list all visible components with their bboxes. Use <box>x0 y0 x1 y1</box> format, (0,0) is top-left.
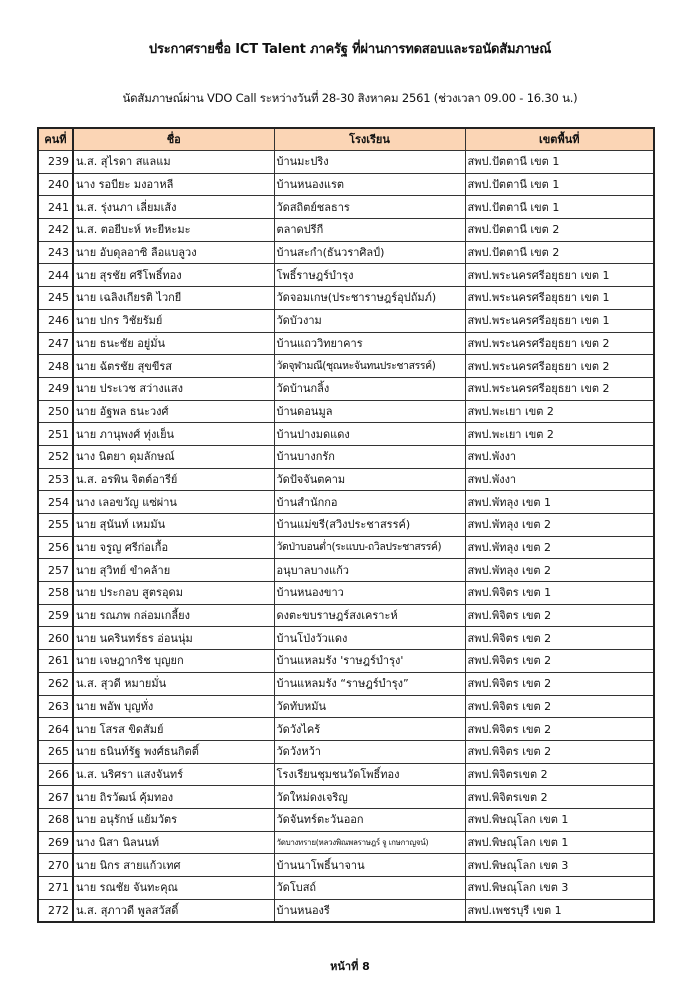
cell-name: นาย นครินทร์ธร อ่อนนุ่ม <box>73 627 274 650</box>
cell-name: นาย อนุรักษ์ แย้มวัตร <box>73 808 274 831</box>
table-row <box>38 831 654 854</box>
cell-num: 241 <box>38 196 73 219</box>
cell-area: สพป.เพชรบุรี เขต 1 <box>465 899 654 922</box>
cell-name: นาย สุนันท์ เหมมัน <box>73 514 274 537</box>
cell-name: นาง นิสา นิลนนท์ <box>73 831 274 854</box>
table-row <box>38 400 654 423</box>
cell-school: วัดบ้านกลิ้ง <box>274 377 465 400</box>
cell-school: บ้านแหลมรัง 'ราษฎร์บำรุง' <box>274 650 465 673</box>
cell-num: 263 <box>38 695 73 718</box>
cell-area: สพป.พังงา <box>465 468 654 491</box>
cell-area: สพป.พิษณุโลก เขต 3 <box>465 877 654 900</box>
table-row <box>38 445 654 468</box>
cell-area: สพป.พิจิตรเขต 2 <box>465 763 654 786</box>
cell-school: โพธิ์ราษฎร์บำรุง <box>274 264 465 287</box>
table-row <box>38 151 654 174</box>
cell-area: สพป.พระนครศรีอยุธยา เขต 1 <box>465 287 654 310</box>
cell-num: 271 <box>38 877 73 900</box>
cell-name: น.ส. รุ่งนภา เลี่ยมเส้ง <box>73 196 274 219</box>
cell-num: 243 <box>38 241 73 264</box>
document-subtitle: นัดสัมภาษณ์ผ่าน VDO Call ระหว่างวันที่ 28-30 สิงหาคม 2561 (ช่วงเวลา 09.00 - 16.30 น.) <box>122 91 578 105</box>
table-row <box>38 786 654 809</box>
cell-area: สพป.พิจิตร เขต 2 <box>465 718 654 741</box>
header-num: คนที่ <box>38 128 73 151</box>
cell-name: นาย ฉัตรชัย สุขขีรส <box>73 355 274 378</box>
cell-area: สพป.พระนครศรีอยุธยา เขต 1 <box>465 264 654 287</box>
cell-num: 239 <box>38 151 73 174</box>
table-row <box>38 559 654 582</box>
cell-num: 257 <box>38 559 73 582</box>
cell-school: วัดสถิตย์ชลธาร <box>274 196 465 219</box>
cell-name: นาง นิตยา ดุมลักษณ์ <box>73 445 274 468</box>
table-row <box>38 582 654 605</box>
cell-area: สพป.พัทลุง เขต 2 <box>465 514 654 537</box>
document-title: ประกาศรายชื่อ ICT Talent ภาครัฐ ที่ผ่านการทดสอบและรอนัดสัมภาษณ์ <box>148 42 552 57</box>
cell-school: ดงตะขบราษฎร์สงเคราะห์ <box>274 604 465 627</box>
cell-num: 242 <box>38 219 73 242</box>
table-row <box>38 377 654 400</box>
cell-num: 244 <box>38 264 73 287</box>
cell-name: นาย รณภพ กล่อมเกลี้ยง <box>73 604 274 627</box>
cell-name: นาง เลอขวัญ แซ่ผ่าน <box>73 491 274 514</box>
cell-school: บ้านหนองขาว <box>274 582 465 605</box>
cell-area: สพป.พิจิตร เขต 2 <box>465 627 654 650</box>
cell-school: บ้านแม่ขรี(สวิงประชาสรรค์) <box>274 514 465 537</box>
cell-num: 259 <box>38 604 73 627</box>
table-row <box>38 332 654 355</box>
cell-name: นาง รอบียะ มงอาหลี <box>73 173 274 196</box>
table-row <box>38 196 654 219</box>
cell-name: นาย ประเวช สว่างแสง <box>73 377 274 400</box>
cell-num: 251 <box>38 423 73 446</box>
cell-num: 265 <box>38 740 73 763</box>
cell-num: 270 <box>38 854 73 877</box>
cell-school: ตลาดปรีกี <box>274 219 465 242</box>
table-row <box>38 173 654 196</box>
cell-name: นาย ภานุพงศ์ ทุ่งเย็น <box>73 423 274 446</box>
header-name: ชื่อ <box>73 128 274 151</box>
cell-school: วัดโบสถ์ <box>274 877 465 900</box>
cell-num: 246 <box>38 309 73 332</box>
cell-name: น.ส. ตอยีบะห์ หะยีหะมะ <box>73 219 274 242</box>
cell-school: วัดทับหมัน <box>274 695 465 718</box>
cell-area: สพป.ปัตตานี เขต 1 <box>465 151 654 174</box>
cell-school: บ้านหนองแรต <box>274 173 465 196</box>
cell-num: 264 <box>38 718 73 741</box>
cell-area: สพป.ปัตตานี เขต 2 <box>465 241 654 264</box>
table-header-row <box>38 128 654 151</box>
table-row <box>38 672 654 695</box>
cell-school: วัดปัจจันตคาม <box>274 468 465 491</box>
cell-school: วัดวังหว้า <box>274 740 465 763</box>
cell-area: สพป.พะเยา เขต 2 <box>465 423 654 446</box>
cell-num: 266 <box>38 763 73 786</box>
cell-name: น.ส. สุไรดา สแลแม <box>73 151 274 174</box>
cell-area: สพป.พระนครศรีอยุธยา เขต 2 <box>465 355 654 378</box>
table-row <box>38 219 654 242</box>
cell-school: บ้านมะปริง <box>274 151 465 174</box>
cell-num: 247 <box>38 332 73 355</box>
cell-name: นาย โสรส ขิดสัมย์ <box>73 718 274 741</box>
table-row <box>38 468 654 491</box>
cell-name: นาย เฉลิงเกียรติ ไวกยี <box>73 287 274 310</box>
cell-name: นาย ประกอบ สูตรอุดม <box>73 582 274 605</box>
cell-num: 260 <box>38 627 73 650</box>
cell-school: วัดวังไคร้ <box>274 718 465 741</box>
cell-name: นาย เจษฎากริช บุญยก <box>73 650 274 673</box>
candidate-table <box>37 127 655 923</box>
table-row <box>38 899 654 922</box>
cell-num: 269 <box>38 831 73 854</box>
cell-school: บ้านดอนมูล <box>274 400 465 423</box>
cell-name: นาย สุรชัย ศรีโพธิ์ทอง <box>73 264 274 287</box>
cell-area: สพป.พังงา <box>465 445 654 468</box>
cell-school: บ้านแถววิทยาคาร <box>274 332 465 355</box>
cell-num: 261 <box>38 650 73 673</box>
cell-school: วัดบัวงาม <box>274 309 465 332</box>
table-row <box>38 604 654 627</box>
cell-area: สพป.พิจิตร เขต 2 <box>465 672 654 695</box>
cell-area: สพป.พิจิตร เขต 2 <box>465 604 654 627</box>
cell-num: 250 <box>38 400 73 423</box>
table-row <box>38 718 654 741</box>
cell-school: วัดใหม่ดงเจริญ <box>274 786 465 809</box>
cell-num: 249 <box>38 377 73 400</box>
table-row <box>38 309 654 332</box>
cell-school: วัดป่าบอนต่ำ(ระแบบ-ถวิลประชาสรรค์) <box>274 536 465 559</box>
cell-school: บ้านบางกรัก <box>274 445 465 468</box>
cell-area: สพป.พระนครศรีอยุธยา เขต 1 <box>465 309 654 332</box>
table-row <box>38 877 654 900</box>
cell-area: สพป.พะเยา เขต 2 <box>465 400 654 423</box>
table-row <box>38 287 654 310</box>
table-row <box>38 264 654 287</box>
cell-name: นาย อับดุลอาซิ ลือแบลูวง <box>73 241 274 264</box>
cell-num: 262 <box>38 672 73 695</box>
table-row <box>38 627 654 650</box>
cell-num: 255 <box>38 514 73 537</box>
cell-school: วัดจุฬามณี(ชุณหะจันทนประชาสรรค์) <box>274 355 465 378</box>
cell-name: นาย สุวิทย์ ขำคล้าย <box>73 559 274 582</box>
cell-school: บ้านหนองรี <box>274 899 465 922</box>
cell-school: บ้านสะกำ(ธันวราศิลป์) <box>274 241 465 264</box>
table-row <box>38 423 654 446</box>
cell-school: บ้านโป่งวัวแดง <box>274 627 465 650</box>
cell-num: 248 <box>38 355 73 378</box>
cell-num: 268 <box>38 808 73 831</box>
cell-num: 258 <box>38 582 73 605</box>
cell-area: สพป.พิจิตร เขต 2 <box>465 695 654 718</box>
cell-area: สพป.พิษณุโลก เขต 1 <box>465 808 654 831</box>
table-row <box>38 355 654 378</box>
cell-name: นาย ธนินท์รัฐ พงศ์ธนกิตติ์ <box>73 740 274 763</box>
cell-name: นาย พอัพ บุญทั่ง <box>73 695 274 718</box>
cell-area: สพป.ปัตตานี เขต 1 <box>465 173 654 196</box>
cell-area: สพป.พิษณุโลก เขต 3 <box>465 854 654 877</box>
cell-school: วัดบางทราย(หลวงพิณพลราษฎร์ จู เกษกาญจน์) <box>274 831 465 854</box>
table-row <box>38 854 654 877</box>
cell-area: สพป.ปัตตานี เขต 2 <box>465 219 654 242</box>
table-row <box>38 808 654 831</box>
header-school: โรงเรียน <box>274 128 465 151</box>
cell-area: สพป.พิษณุโลก เขต 1 <box>465 831 654 854</box>
cell-name: นาย ถิรวัฒน์ คุ้มทอง <box>73 786 274 809</box>
cell-num: 245 <box>38 287 73 310</box>
cell-name: น.ส. นริศรา แสงจันทร์ <box>73 763 274 786</box>
table-row <box>38 695 654 718</box>
header-area: เขตพื้นที่ <box>465 128 654 151</box>
cell-num: 253 <box>38 468 73 491</box>
cell-area: สพป.พัทลุง เขต 2 <box>465 559 654 582</box>
cell-area: สพป.พระนครศรีอยุธยา เขต 2 <box>465 377 654 400</box>
cell-school: อนุบาลบางแก้ว <box>274 559 465 582</box>
table-row <box>38 491 654 514</box>
cell-num: 252 <box>38 445 73 468</box>
cell-name: น.ส. สุภาวดี พูลสวัสดิ์ <box>73 899 274 922</box>
cell-school: บ้านแหลมรัง “ราษฎร์บำรุง” <box>274 672 465 695</box>
cell-name: น.ส. อรพิน จิตต์อารีย์ <box>73 468 274 491</box>
cell-num: 272 <box>38 899 73 922</box>
cell-area: สพป.พัทลุง เขต 2 <box>465 536 654 559</box>
cell-school: บ้านสำนักกอ <box>274 491 465 514</box>
cell-name: นาย นิกร สายแก้วเทศ <box>73 854 274 877</box>
cell-name: นาย ธนะชัย อยู่มั่น <box>73 332 274 355</box>
cell-num: 267 <box>38 786 73 809</box>
cell-name: นาย จรูญ ศรีก่อเกื้อ <box>73 536 274 559</box>
cell-area: สพป.พิจิตร เขต 2 <box>465 740 654 763</box>
page-number: หน้าที่ 8 <box>330 960 370 973</box>
cell-num: 240 <box>38 173 73 196</box>
cell-school: บ้านปางมดแดง <box>274 423 465 446</box>
cell-name: นาย ปกร วิชัยรัมย์ <box>73 309 274 332</box>
cell-name: น.ส. สุวดี หมายมั่น <box>73 672 274 695</box>
cell-num: 256 <box>38 536 73 559</box>
cell-school: บ้านนาโพธิ์นาจาน <box>274 854 465 877</box>
table-row <box>38 650 654 673</box>
cell-area: สพป.พระนครศรีอยุธยา เขต 2 <box>465 332 654 355</box>
cell-school: วัดจอมเกษ(ประชาราษฎร์อุปถัมภ์) <box>274 287 465 310</box>
table-row <box>38 740 654 763</box>
cell-name: นาย อัฐพล ธนะวงศ์ <box>73 400 274 423</box>
table-row <box>38 514 654 537</box>
table-row <box>38 536 654 559</box>
cell-school: วัดจันทร์ตะวันออก <box>274 808 465 831</box>
cell-school: โรงเรียนชุมชนวัดโพธิ์ทอง <box>274 763 465 786</box>
cell-area: สพป.พิจิตรเขต 2 <box>465 786 654 809</box>
cell-area: สพป.ปัตตานี เขต 1 <box>465 196 654 219</box>
cell-area: สพป.พิจิตร เขต 1 <box>465 582 654 605</box>
cell-area: สพป.พัทลุง เขต 1 <box>465 491 654 514</box>
cell-name: นาย รณชัย จันทะคุณ <box>73 877 274 900</box>
cell-area: สพป.พิจิตร เขต 2 <box>465 650 654 673</box>
cell-num: 254 <box>38 491 73 514</box>
table-row <box>38 763 654 786</box>
table-row <box>38 241 654 264</box>
